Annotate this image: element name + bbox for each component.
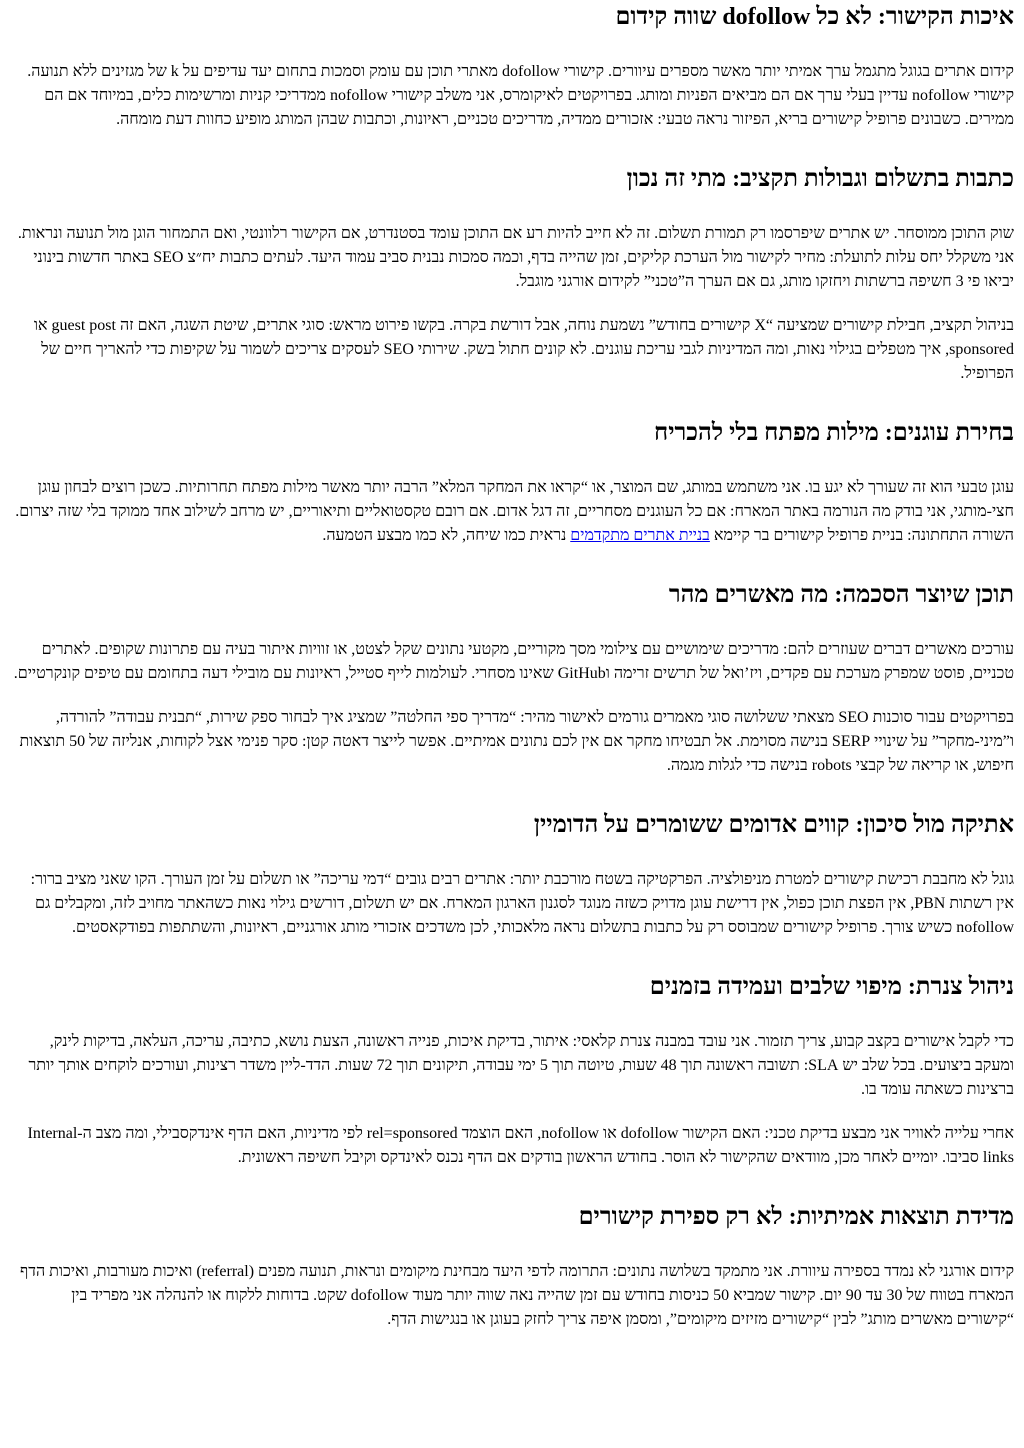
article [10, 2, 1014, 1332]
section-approved-content [10, 580, 1014, 778]
paragraph: קידום אורגני לא נמדד בספירה עיוורת. אני מתמקד בשלושה נתונים: התרומה לדפי היעד מבחינת מיקומים ונראות, תנועה מפנים (referral) ואיכות מעורבות, ואיכות הדף המארח בטווח של 30 עד 90 יום. קישור שמביא 50 כניסות בחודש עם זמן שהייה נאה שווה יותר מעוד dofollow שקט. בדוחות ללקוח או להנהלה אני מפריד בין “קישורים מאשרים מותג” לבין “קישורים מזיזים מיקומים”, ומסמן איפה צריך לחזק בעוגן או בנגישות הדף. [19, 1263, 1014, 1328]
section-heading: איכות הקישור: לא כל dofollow שווה קידום [615, 4, 1014, 30]
advanced-websites-link[interactable]: בניית אתרים מתקדמים [570, 527, 710, 544]
section-heading: אתיקה מול סיכון: קווים אדומים ששומרים על הדומיין [533, 812, 1014, 838]
section-heading: מדידת תוצאות אמיתיות: לא רק ספירת קישורים [578, 1204, 1014, 1230]
paragraph-text: עוגן טבעי הוא זה שעורך לא יגע בו. אני משתמש במותג, שם המוצר, או “קראו את המחקר המלא” הרבה יותר מאשר מילות מפתח תחרותיות. כשכן רוצים לבחון עוגן חצי-מותגי, אני בודק מה הנורמה באתר המארח: אם כל העוגנים מסחריים, זה דגל אדום. אם רובם טקסטואליים ותיאוריים, יש מרחב לשילוב אחד ממוקד בלי שזה יצרום. השורה התחתונה: בניית פרופיל קישורים בר קיימא [15, 479, 1014, 544]
paragraph: בניהול תקציב, חבילת קישורים שמציעה “X קישורים בחודש” נשמעת נוחה, אבל דורשת בקרה. בקשו פירוט מראש: סוגי אתרים, שיטת השגה, האם זה guest post או sponsored, איך מטפלים בגילוי נאות, ומה המדיניות לגבי עריכת עוגנים. לא קונים חתול בשק. שירותי SEO לעסקים צריכים לשמור על שקיפות כדי להאריך חיים של הפרופיל. [33, 317, 1014, 382]
section-ethics-risk [10, 810, 1014, 940]
paragraph: גוגל לא מחבבת רכישת קישורים למטרת מניפולציה. הפרקטיקה בשטח מורכבת יותר: אתרים רבים גובים “דמי עריכה” או תשלום על זמן העורך. הקו שאני מציב ברור: אין רשתות PBN, אין הפצת תוכן כפול, אין דרישת עוגן מדויק כשזה מנוגד לסגנון הארגון המארח. אם יש תשלום, דורשים גילוי נאות כשהאתר מחויב לזה, ומקבלים גם nofollow כשיש צורך. פרופיל קישורים שמבוסס רק על כתבות בתשלום נראה מלאכותי, לכן משדכים אזכורי מותג אורגניים, ראיונות, והשתתפות בפודקאסטים. [30, 871, 1014, 936]
section-pipeline [10, 972, 1014, 1170]
paragraph: אחרי עלייה לאוויר אני מבצע בדיקת טכני: האם הקישור dofollow או nofollow, האם הוצמד rel=sponsored לפי מדיניות, האם הדף אינדקסבילי, ומה מצב ה-Internal links סביבו. יומיים לאחר מכן, מוודאים שהקישור לא הוסר. בחודש הראשון בודקים אם הדף נכנס לאינדקס וקיבל חשיפה ראשונית. [27, 1125, 1014, 1166]
paragraph: עורכים מאשרים דברים שעוזרים להם: מדריכים שימושיים עם צילומי מסך מקוריים, מקטעי נתונים שקל לצטט, או זוויות איתור בעיה עם פתרונות שקופים. לאתרים טכניים, פוסט שמפרק מערכת עם פקדים, ויז’ואל של תרשים זרימה וGitHub שאינו מסחרי. לעולמות לייף סטייל, ראיונות עם מובילי דעה בתחומם עם טיפים קונקרטיים. [13, 641, 1014, 682]
section-measurement [10, 1202, 1014, 1332]
paragraph: כדי לקבל אישורים בקצב קבוע, צריך תזמור. אני עובד במבנה צנרת קלאסי: איתור, בדיקת איכות, פנייה ראשונה, הצעת נושא, כתיבה, עריכה, העלאה, בדיקות לינק, ומעקב ביצועים. בכל שלב יש SLA: תשובה ראשונה תוך 48 שעות, טיוטה תוך 5 ימי עבודה, תיקונים תוך 72 שעות. הדד-ליין משדר רצינות, ועורכים לוקחים אותך יותר ברצינות כשאתה עומד בו. [28, 1033, 1014, 1098]
paragraph: שוק התוכן ממוסחר. יש אתרים שיפרסמו רק תמורת תשלום. זה לא חייב להיות רע אם התוכן עומד בסטנדרט, אם הקישור רלוונטי, ואם התמחור הוגן מול תנועה ונראות. אני משקלל יחס עלות לתועלת: מחיר לקישור מול הערכת קליקים, זמן שהייה בדף, וכמה סמכות נבנית סביב עמוד היעד. לעתים כתבות יח״צ SEO באתר חדשות בינוני יביאו פי 3 חשיפה ברשתות ויחזקו מותג, גם אם הערך ה”טכני” לקידום אורגני מוגבל. [17, 225, 1014, 290]
section-paid-articles [10, 164, 1014, 386]
section-heading: בחירת עוגנים: מילות מפתח בלי להכריח [654, 420, 1014, 446]
section-anchor-text [10, 418, 1014, 548]
section-heading: ניהול צנרת: מיפוי שלבים ועמידה בזמנים [649, 974, 1014, 1000]
paragraph-text: נראית כמו שיחה, לא כמו מבצע הטמעה. [322, 527, 571, 544]
paragraph: בפרויקטים עבור סוכנות SEO מצאתי ששלושה סוגי מאמרים גורמים לאישור מהיר: “מדריך ספי החלטה” שמציג איך לבחור ספק שירות, “תבנית עבודה” להורדה, ו”מיני-מחקר” על שינויי SERP בנישה מסוימת. אל תבטיחו מחקר אם אין לכם נתונים אמיתיים. אפשר לייצר דאטה קטן: סקר פנימי אצל לקוחות, אנליזה של 50 תוצאות חיפוש, או קריאה של קבצי robots בנישה כדי לגלות מגמה. [19, 709, 1014, 774]
paragraph: קידום אתרים בגוגל מתגמל ערך אמיתי יותר מאשר מספרים עיוורים. קישורי dofollow מאתרי תוכן עם עומק וסמכות בתחום יעד עדיפים על k של מגזינים ללא תנועה. קישורי nofollow עדיין בעלי ערך אם הם מביאים הפניות ומותג. בפרויקטים לאיקומרס, אני משלב קישורי nofollow ממדריכי קניות ומרשימות כלים, במיוחד אם הם ממירים. כשבונים פרופיל קישורים בריא, הפיזור נראה טבעי: אזכורים ממדיה, מדריכים טכניים, ראיונות, וכתבות שבהן המותג מופיע כחוות דעת מומחה. [27, 63, 1014, 128]
section-link-quality [10, 2, 1014, 132]
section-heading: תוכן שיוצר הסכמה: מה מאשרים מהר [668, 582, 1014, 608]
section-heading: כתבות בתשלום וגבולות תקציב: מתי זה נכון [626, 166, 1014, 192]
paragraph [10, 476, 1014, 548]
